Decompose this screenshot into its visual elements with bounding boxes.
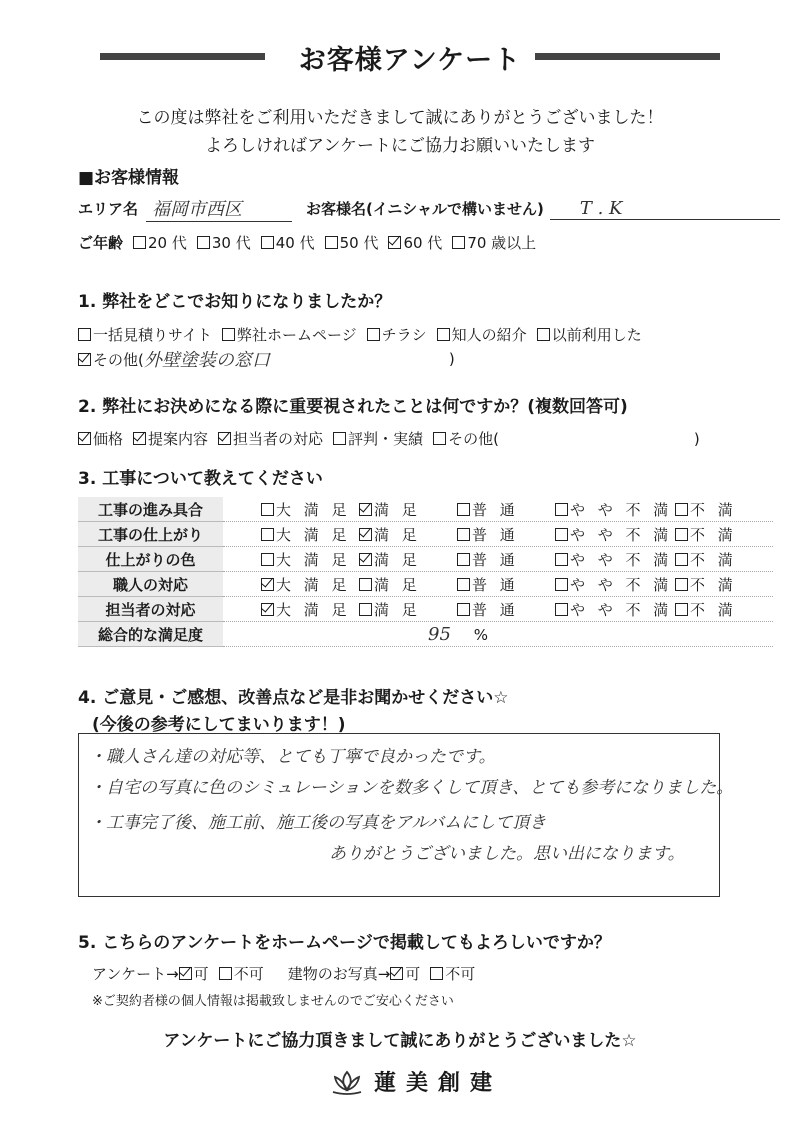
age-option-0-checkbox[interactable]	[133, 236, 146, 249]
q2-option-4-checkbox[interactable]	[433, 432, 446, 445]
q5-photo-no-label: 不可	[445, 965, 476, 983]
satisfaction-option-0-checkbox[interactable]	[261, 578, 274, 591]
age-option-2-label: 40 代	[275, 234, 315, 252]
q4-title: 4. ご意見・ご感想、改善点など是非お聞かせください☆	[78, 688, 509, 708]
satisfaction-option-0-checkbox[interactable]	[261, 503, 274, 516]
satisfaction-option-3[interactable]	[555, 524, 675, 545]
satisfaction-row-label: 担当者の対応	[78, 597, 223, 622]
q1-option-0[interactable]	[78, 324, 212, 345]
q2-option-4-label: その他(	[448, 430, 499, 448]
satisfaction-option-1[interactable]	[359, 574, 457, 595]
satisfaction-option-3[interactable]	[555, 599, 675, 620]
satisfaction-row-label: 職人の対応	[78, 572, 223, 597]
comment-box[interactable]	[78, 733, 734, 897]
satisfaction-option-2[interactable]	[457, 574, 555, 595]
satisfaction-row-label: 工事の仕上がり	[78, 522, 223, 547]
q1-option-3[interactable]	[437, 324, 527, 345]
satisfaction-option-3-checkbox[interactable]	[555, 578, 568, 591]
satisfaction-option-2-label: 普 通	[472, 525, 519, 544]
satisfaction-option-2[interactable]	[457, 549, 555, 570]
satisfaction-option-0-checkbox[interactable]	[261, 553, 274, 566]
satisfaction-row-label: 仕上がりの色	[78, 547, 223, 572]
satisfaction-option-1-checkbox[interactable]	[359, 503, 372, 516]
area-field[interactable]: 福岡市西区	[146, 195, 292, 222]
age-option-0-label: 20 代	[148, 234, 187, 252]
satisfaction-row	[78, 547, 773, 572]
satisfaction-option-4-checkbox[interactable]	[675, 503, 688, 516]
satisfaction-option-0[interactable]	[261, 549, 359, 570]
q5-options-row	[92, 963, 485, 984]
satisfaction-option-3-label: や や 不 満	[570, 500, 673, 519]
area-label: エリア名	[78, 200, 139, 218]
satisfaction-option-0[interactable]	[261, 524, 359, 545]
satisfaction-option-4[interactable]	[675, 524, 773, 545]
comment-line-2: ・自宅の写真に色のシミュレーションを数多くして頂き、とても参考になりました。	[89, 778, 734, 798]
satisfaction-option-4-label: 不 満	[690, 550, 737, 569]
q2-options	[78, 428, 509, 449]
satisfaction-option-0[interactable]	[261, 574, 359, 595]
age-label: ご年齢	[78, 234, 124, 252]
satisfaction-option-0-checkbox[interactable]	[261, 528, 274, 541]
q2-option-3[interactable]	[333, 428, 423, 449]
satisfaction-option-0[interactable]	[261, 599, 359, 620]
q4-subtitle: (今後の参考にしてまいります！)	[92, 715, 346, 735]
q2-options-row	[78, 428, 700, 449]
q1-other-close: )	[448, 350, 455, 368]
q2-title: 2. 弊社にお決めになる際に重要視されたことは何ですか？(複数回答可)	[78, 397, 628, 417]
q2-option-3-checkbox[interactable]	[333, 432, 346, 445]
satisfaction-option-4-label: 不 満	[690, 525, 737, 544]
q1-other-checkbox[interactable]	[78, 353, 91, 366]
q5-survey-yes-label: 可	[193, 965, 209, 983]
satisfaction-option-0-label: 大 満 足	[276, 575, 351, 594]
satisfaction-option-2-label: 普 通	[472, 500, 519, 519]
satisfaction-option-3-checkbox[interactable]	[555, 503, 568, 516]
q2-option-4[interactable]	[433, 428, 499, 449]
name-field[interactable]: T . K	[550, 198, 780, 220]
q1-other-field[interactable]: 外壁塗装の窓口	[143, 350, 270, 371]
satisfaction-option-1-label: 満 足	[374, 575, 421, 594]
satisfaction-option-1[interactable]	[359, 499, 457, 520]
satisfaction-option-1-label: 満 足	[374, 525, 421, 544]
q1-option-3-label: 知人の紹介	[451, 326, 527, 344]
intro-line-1: この度は弊社をご利用いただきまして誠にありがとうございました！	[136, 108, 664, 128]
satisfaction-option-3[interactable]	[555, 549, 675, 570]
age-options	[133, 232, 546, 253]
q2-option-0[interactable]	[78, 428, 123, 449]
satisfaction-option-1[interactable]	[359, 599, 457, 620]
page-title: お客様アンケート	[298, 45, 522, 76]
satisfaction-option-2-label: 普 通	[472, 550, 519, 569]
overall-unit: %	[473, 625, 488, 644]
satisfaction-option-4-label: 不 満	[690, 600, 737, 619]
q5-survey-yes-checkbox[interactable]	[179, 967, 192, 980]
satisfaction-option-2[interactable]	[457, 524, 555, 545]
age-option-1-checkbox[interactable]	[197, 236, 210, 249]
age-option-5-label: 70 歳以上	[467, 234, 537, 252]
q5-photo-yes-label: 可	[405, 965, 421, 983]
satisfaction-option-4-label: 不 満	[690, 500, 737, 519]
age-option-3[interactable]	[325, 232, 379, 253]
lotus-icon	[330, 1068, 364, 1096]
satisfaction-option-2-label: 普 通	[472, 575, 519, 594]
satisfaction-table	[78, 497, 773, 647]
satisfaction-option-3[interactable]	[555, 499, 675, 520]
q1-other-label: その他(	[93, 350, 144, 369]
satisfaction-option-1-checkbox[interactable]	[359, 528, 372, 541]
q2-option-2[interactable]	[218, 428, 323, 449]
satisfaction-option-2-label: 普 通	[472, 600, 519, 619]
satisfaction-option-4-checkbox[interactable]	[675, 578, 688, 591]
satisfaction-option-3-checkbox[interactable]	[555, 553, 568, 566]
overall-label: 総合的な満足度	[78, 622, 223, 647]
satisfaction-option-4[interactable]	[675, 499, 773, 520]
q1-option-2-label: チラシ	[381, 326, 427, 344]
satisfaction-option-3-label: や や 不 満	[570, 575, 673, 594]
age-option-2[interactable]	[261, 232, 315, 253]
satisfaction-option-1-checkbox[interactable]	[359, 578, 372, 591]
satisfaction-option-4-checkbox[interactable]	[675, 603, 688, 616]
age-option-3-label: 50 代	[339, 234, 379, 252]
q5-survey-no-label: 不可	[233, 965, 264, 983]
q2-option-0-label: 価格	[93, 430, 124, 448]
comment-line-4: ありがとうございました。思い出になります。	[329, 844, 685, 864]
satisfaction-option-4[interactable]	[675, 549, 773, 570]
satisfaction-row	[78, 572, 773, 597]
satisfaction-option-3-label: や や 不 満	[570, 550, 673, 569]
q2-option-1[interactable]	[133, 428, 208, 449]
satisfaction-option-2-checkbox[interactable]	[457, 528, 470, 541]
q5-photo-no-checkbox[interactable]	[430, 967, 443, 980]
satisfaction-option-1-label: 満 足	[374, 600, 421, 619]
satisfaction-option-0[interactable]	[261, 499, 359, 520]
age-row	[78, 232, 546, 253]
satisfaction-option-1[interactable]	[359, 549, 457, 570]
age-option-4[interactable]	[388, 232, 442, 253]
satisfaction-row-label: 工事の進み具合	[78, 497, 223, 522]
satisfaction-option-2[interactable]	[457, 499, 555, 520]
satisfaction-row	[78, 597, 773, 622]
age-option-1-label: 30 代	[211, 234, 251, 252]
q2-option-2-checkbox[interactable]	[218, 432, 231, 445]
name-label: お客様名(イニシャルで構いません)	[306, 200, 544, 218]
title-header	[100, 38, 720, 78]
satisfaction-option-2-checkbox[interactable]	[457, 503, 470, 516]
q5-photo-yes-checkbox[interactable]	[390, 967, 403, 980]
q5-survey-no-checkbox[interactable]	[219, 967, 232, 980]
satisfaction-option-2-checkbox[interactable]	[457, 553, 470, 566]
satisfaction-option-4[interactable]	[675, 599, 773, 620]
satisfaction-option-1-label: 満 足	[374, 500, 421, 519]
satisfaction-option-1[interactable]	[359, 524, 457, 545]
comment-line-1: ・職人さん達の対応等、とても丁寧で良かったです。	[89, 747, 496, 767]
q1-title: 1. 弊社をどこでお知りになりましたか？	[78, 292, 392, 312]
satisfaction-option-1-checkbox[interactable]	[359, 603, 372, 616]
satisfaction-option-3-checkbox[interactable]	[555, 603, 568, 616]
satisfaction-option-4[interactable]	[675, 574, 773, 595]
q1-option-0-label: 一括見積りサイト	[93, 326, 212, 344]
area-row	[78, 195, 780, 222]
satisfaction-option-3-label: や や 不 満	[570, 525, 673, 544]
satisfaction-row	[78, 497, 773, 522]
satisfaction-option-2-checkbox[interactable]	[457, 603, 470, 616]
satisfaction-option-1-checkbox[interactable]	[359, 553, 372, 566]
q1-option-3-checkbox[interactable]	[437, 328, 450, 341]
q2-other-close: )	[693, 429, 700, 448]
footer-thanks: アンケートにご協力頂きまして誠にありがとうございました☆	[163, 1031, 637, 1051]
q1-option-2-checkbox[interactable]	[367, 328, 380, 341]
comment-line-3: ・工事完了後、施工前、施工後の写真をアルバムにして頂き	[89, 813, 547, 833]
overall-row	[78, 622, 773, 647]
q2-option-1-checkbox[interactable]	[133, 432, 146, 445]
q1-option-1-checkbox[interactable]	[222, 328, 235, 341]
q2-option-1-label: 提案内容	[148, 430, 209, 448]
q1-option-4-checkbox[interactable]	[537, 328, 550, 341]
age-option-3-checkbox[interactable]	[325, 236, 338, 249]
q1-option-1[interactable]	[222, 324, 357, 345]
q5-photo-label: 建物のお写真→	[287, 965, 391, 983]
q5-note: ※ご契約者様の個人情報は掲載致しませんのでご安心ください	[92, 994, 454, 1009]
satisfaction-option-3[interactable]	[555, 574, 675, 595]
satisfaction-option-1-label: 満 足	[374, 550, 421, 569]
satisfaction-row	[78, 522, 773, 547]
age-option-0[interactable]	[133, 232, 187, 253]
satisfaction-option-0-label: 大 満 足	[276, 500, 351, 519]
q3-title: 3. 工事について教えてください	[78, 469, 323, 489]
q1-option-4[interactable]	[537, 324, 642, 345]
age-option-5[interactable]	[452, 232, 536, 253]
satisfaction-option-2-checkbox[interactable]	[457, 578, 470, 591]
satisfaction-option-4-checkbox[interactable]	[675, 553, 688, 566]
age-option-2-checkbox[interactable]	[261, 236, 274, 249]
company-name: 蓮美創建	[374, 1071, 503, 1096]
q2-option-0-checkbox[interactable]	[78, 432, 91, 445]
q1-options	[78, 324, 652, 345]
q2-option-2-label: 担当者の対応	[233, 430, 324, 448]
q5-survey-label: アンケート→	[92, 965, 179, 983]
satisfaction-option-0-label: 大 満 足	[276, 550, 351, 569]
age-option-4-label: 60 代	[403, 234, 443, 252]
satisfaction-option-4-label: 不 満	[690, 575, 737, 594]
company-logo	[330, 1066, 502, 1097]
overall-value[interactable]: 95	[428, 623, 451, 645]
satisfaction-option-0-label: 大 満 足	[276, 525, 351, 544]
intro-line-2: よろしければアンケートにご協力お願いいたします	[205, 136, 595, 156]
q5-title: 5. こちらのアンケートをホームページで掲載してもよろしいですか？	[78, 933, 611, 953]
satisfaction-option-0-label: 大 満 足	[276, 600, 351, 619]
q1-other-row	[78, 346, 455, 372]
q1-option-2[interactable]	[367, 324, 427, 345]
q2-option-3-label: 評判・実績	[348, 430, 424, 448]
q1-option-0-checkbox[interactable]	[78, 328, 91, 341]
satisfaction-option-2[interactable]	[457, 599, 555, 620]
satisfaction-option-3-label: や や 不 満	[570, 600, 673, 619]
customer-section-title: ■お客様情報	[78, 168, 180, 188]
satisfaction-option-3-checkbox[interactable]	[555, 528, 568, 541]
satisfaction-option-0-checkbox[interactable]	[261, 603, 274, 616]
satisfaction-option-4-checkbox[interactable]	[675, 528, 688, 541]
age-option-4-checkbox[interactable]	[388, 236, 401, 249]
age-option-5-checkbox[interactable]	[452, 236, 465, 249]
age-option-1[interactable]	[197, 232, 251, 253]
q1-option-1-label: 弊社ホームページ	[236, 326, 357, 344]
q1-option-4-label: 以前利用した	[551, 326, 642, 344]
